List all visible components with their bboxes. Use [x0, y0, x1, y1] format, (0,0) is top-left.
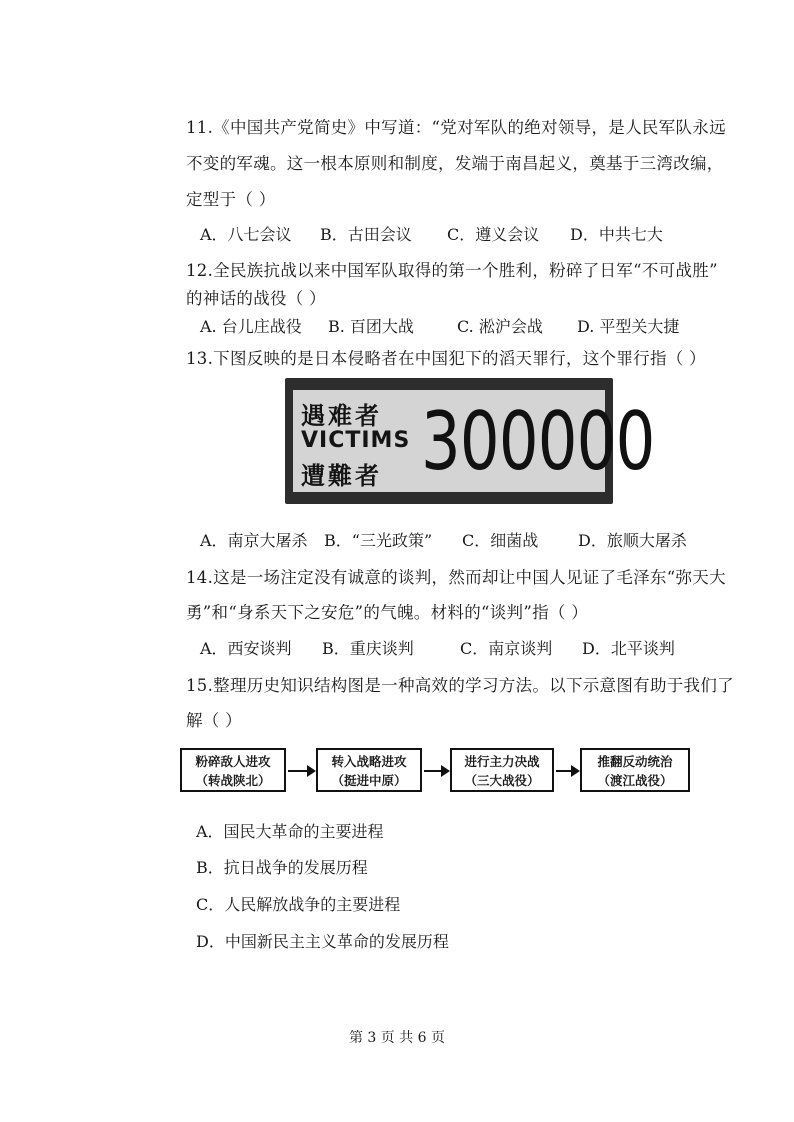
flow-step-3-main: 进行主力决战: [464, 754, 540, 769]
plate-victim-count: 300000: [421, 395, 655, 488]
q11-option-d[interactable]: D．中共七大: [570, 225, 663, 244]
flow-step-1-sub: （转战陕北）: [195, 773, 271, 788]
flow-step-3-sub: （三大战役）: [464, 773, 540, 788]
flow-step-4-sub: （渡江战役）: [597, 773, 673, 788]
plate-label-traditional: 遭難者: [301, 462, 382, 490]
q14-line-2: 勇”和“身系天下之安危”的气魄。材料的“谈判”指（ ）: [186, 603, 589, 622]
q15-option-c[interactable]: C．人民解放战争的主要进程: [196, 895, 401, 914]
q11-line-1: 11.《中国共产党简史》中写道：“党对军队的绝对领导，是人民军队永远: [186, 118, 726, 137]
flow-arrow-2: [424, 770, 448, 772]
flow-step-1-main: 粉碎敌人进攻: [195, 754, 271, 769]
q12-line-1: 12.全民族抗战以来中国军队取得的第一个胜利，粉碎了日军“不可战胜”: [186, 261, 718, 280]
q11-line-3: 定型于（ ）: [186, 190, 276, 209]
q15-line-1: 15.整理历史知识结构图是一种高效的学习方法。以下示意图有助于我们了: [186, 676, 734, 695]
flow-step-1: [180, 748, 286, 792]
flow-arrow-1: [288, 770, 314, 772]
q11-option-b[interactable]: B．古田会议: [320, 225, 412, 244]
q14-option-c[interactable]: C．南京谈判: [460, 639, 553, 658]
q12-option-d[interactable]: D. 平型关大捷: [577, 317, 680, 336]
q14-option-a[interactable]: A．西安谈判: [200, 639, 292, 658]
flow-step-4: [580, 748, 690, 792]
q15-option-a[interactable]: A．国民大革命的主要进程: [196, 822, 384, 841]
war-progress-flowchart: [180, 748, 700, 800]
plate-label-english: VICTIMS: [301, 428, 411, 453]
q13-option-d[interactable]: D．旅顺大屠杀: [578, 531, 687, 550]
q14-line-1: 14.这是一场注定没有诚意的谈判，然而却让中国人见证了毛泽东“弥天大: [186, 568, 726, 587]
flow-arrow-3: [556, 770, 578, 772]
q12-option-c[interactable]: C. 淞沪会战: [457, 317, 543, 336]
q15-line-2: 解（ ）: [186, 711, 242, 730]
q11-option-c[interactable]: C．遵义会议: [447, 225, 540, 244]
q13-option-c[interactable]: C．细菌战: [462, 531, 539, 550]
plate-label-simplified: 遇难者: [301, 402, 382, 430]
q14-option-d[interactable]: D．北平谈判: [582, 639, 675, 658]
q13-line-1: 13.下图反映的是日本侵略者在中国犯下的滔天罪行，这个罪行指（ ）: [186, 349, 706, 368]
flow-step-2-sub: （挺进中原）: [331, 773, 407, 788]
q15-option-d[interactable]: D．中国新民主主义革命的发展历程: [196, 932, 449, 951]
q13-option-a[interactable]: A．南京大屠杀: [200, 531, 308, 550]
flow-step-4-main: 推翻反动统治: [597, 754, 673, 769]
page-footer: 第 3 页 共 6 页: [348, 1030, 446, 1046]
victims-memorial-photo: [285, 378, 655, 504]
victims-plate: [293, 390, 655, 492]
q12-option-a[interactable]: A. 台儿庄战役: [200, 317, 302, 336]
flow-step-3: [450, 748, 554, 792]
q15-option-b[interactable]: B．抗日战争的发展历程: [196, 858, 368, 877]
q12-line-2: 的神话的战役（ ）: [186, 289, 326, 308]
q12-option-b[interactable]: B. 百团大战: [328, 317, 414, 336]
q11-option-a[interactable]: A．八七会议: [200, 225, 292, 244]
q11-line-2: 不变的军魂。这一根本原则和制度，发端于南昌起义，奠基于三湾改编，: [186, 154, 724, 173]
q14-option-b[interactable]: B．重庆谈判: [322, 639, 414, 658]
flow-step-2: [316, 748, 422, 792]
flow-step-2-main: 转入战略进攻: [331, 754, 407, 769]
q13-option-b[interactable]: B．“三光政策”: [324, 531, 433, 550]
